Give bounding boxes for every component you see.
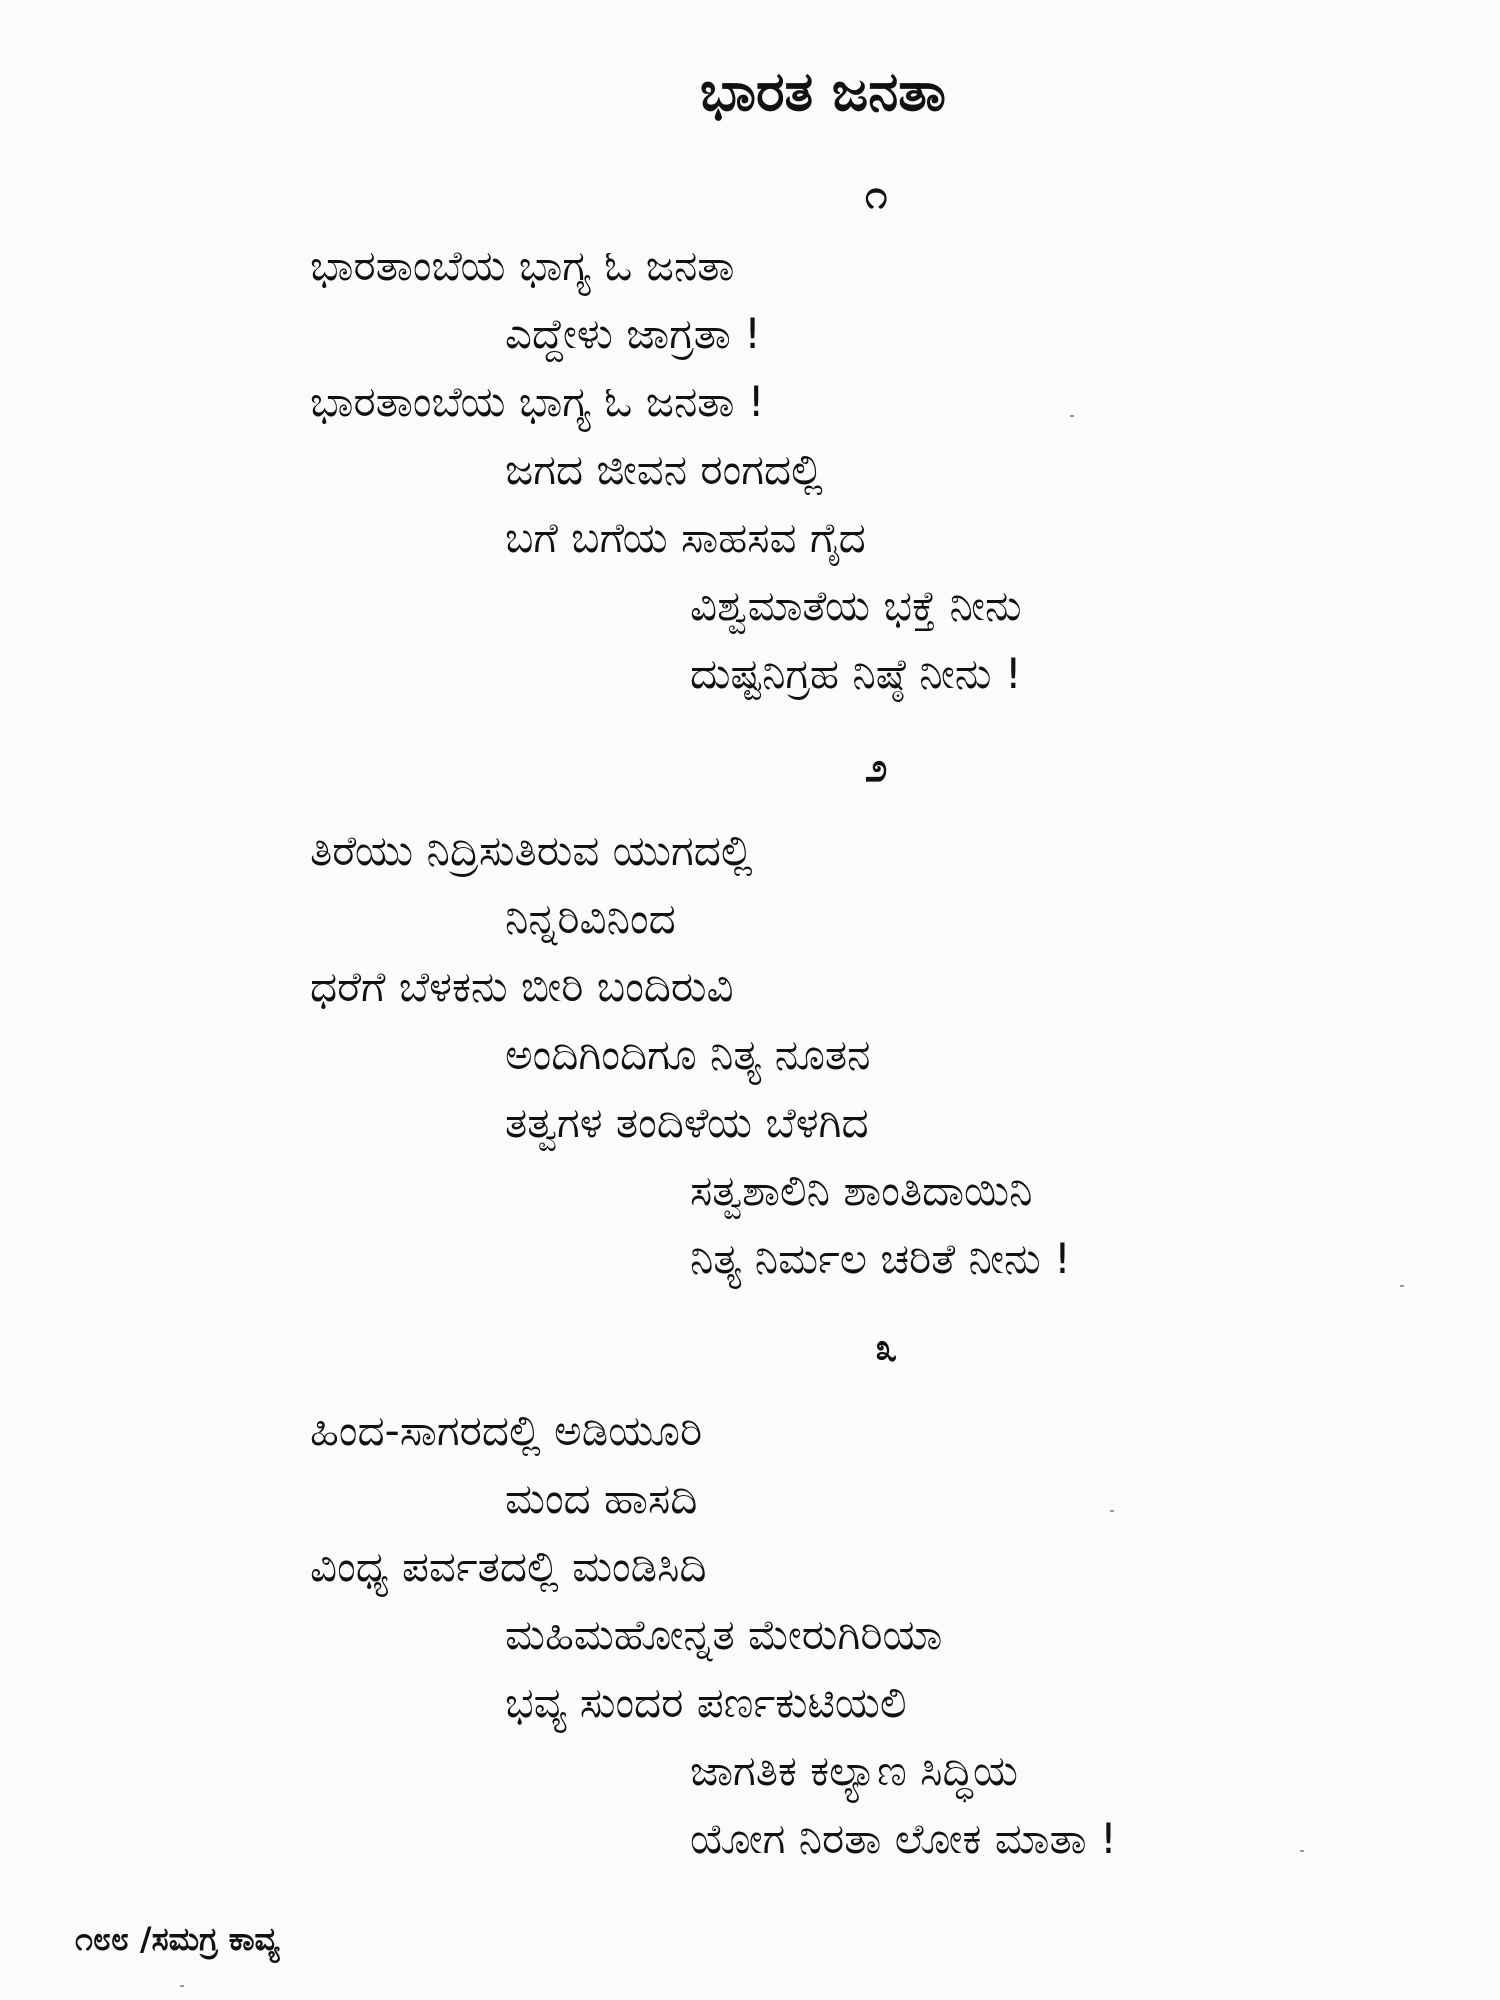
poem-title: ಭಾರತ ಜನತಾ	[700, 60, 946, 123]
stanza-1-line-2: ಎದ್ದೇಳು ಜಾಗ್ರತಾ !	[505, 309, 762, 358]
stanza-2-number: ೨	[865, 745, 888, 791]
stanza-2-line-1: ತಿರೆಯು ನಿದ್ರಿಸುತಿರುವ ಯುಗದಲ್ಲಿ	[310, 826, 753, 875]
stanza-1-line-3: ಭಾರತಾಂಬೆಯ ಭಾಗ್ಯ ಓ ಜನತಾ !	[310, 377, 765, 426]
stanza-2-line-2: ನಿನ್ನರಿವಿನಿಂದ	[505, 894, 676, 943]
stanza-3-line-7: ಯೋಗ ನಿರತಾ ಲೋಕ ಮಾತಾ !	[690, 1814, 1117, 1863]
stanza-2-line-6: ಸತ್ವಶಾಲಿನಿ ಶಾಂತಿದಾಯಿನಿ	[690, 1166, 1033, 1215]
stanza-3-line-5: ಭವ್ಯ ಸುಂದರ ಪರ್ಣಕುಟಿಯಲಿ	[505, 1678, 907, 1727]
stanza-3-line-2: ಮಂದ ಹಾಸದಿ	[505, 1474, 698, 1523]
stanza-1-line-5: ಬಗೆ ಬಗೆಯ ಸಾಹಸವ ಗೈದ	[505, 513, 866, 562]
stanza-1-number: ೧	[865, 172, 888, 218]
stanza-1-line-1: ಭಾರತಾಂಬೆಯ ಭಾಗ್ಯ ಓ ಜನತಾ	[310, 241, 735, 290]
stanza-3-line-3: ವಿಂಧ್ಯ ಪರ್ವತದಲ್ಲಿ ಮಂಡಿಸಿದಿ	[310, 1542, 707, 1591]
stanza-2-line-5: ತತ್ವಗಳ ತಂದಿಳೆಯ ಬೆಳಗಿದ	[505, 1098, 869, 1147]
stanza-3-line-1: ಹಿಂದ-ಸಾಗರದಲ್ಲಿ ಅಡಿಯೂರಿ	[310, 1406, 703, 1455]
stanza-3-line-4: ಮಹಿಮಹೋನ್ನತ ಮೇರುಗಿರಿಯಾ	[505, 1610, 943, 1659]
stanza-3-line-6: ಜಾಗತಿಕ ಕಲ್ಯಾಣ ಸಿದ್ಧಿಯ	[690, 1746, 1018, 1795]
scan-speck	[1070, 415, 1074, 417]
stanza-2-line-4: ಅಂದಿಗಿಂದಿಗೂ ನಿತ್ಯ ನೂತನ	[505, 1030, 871, 1079]
page-footer: ೧೮೮ /ಸಮಗ್ರ ಕಾವ್ಯ	[75, 1920, 280, 1958]
stanza-2-line-7: ನಿತ್ಯ ನಿರ್ಮಲ ಚರಿತೆ ನೀನು !	[690, 1234, 1071, 1283]
stanza-1-line-6: ವಿಶ್ವಮಾತೆಯ ಭಕ್ತೆ ನೀನು	[690, 581, 1022, 630]
stanza-3-number: ೩	[875, 1325, 898, 1371]
scan-speck	[180, 1985, 184, 1987]
stanza-1-line-7: ದುಷ್ಟನಿಗ್ರಹ ನಿಷ್ಠೆ ನೀನು !	[690, 649, 1022, 698]
stanza-2-line-3: ಧರೆಗೆ ಬೆಳಕನು ಬೀರಿ ಬಂದಿರುವಿ	[310, 962, 734, 1011]
scan-speck	[1300, 1850, 1304, 1852]
scan-speck	[1110, 1510, 1114, 1512]
stanza-1-line-4: ಜಗದ ಜೀವನ ರಂಗದಲ್ಲಿ	[505, 445, 823, 494]
scan-speck	[1400, 1285, 1404, 1287]
